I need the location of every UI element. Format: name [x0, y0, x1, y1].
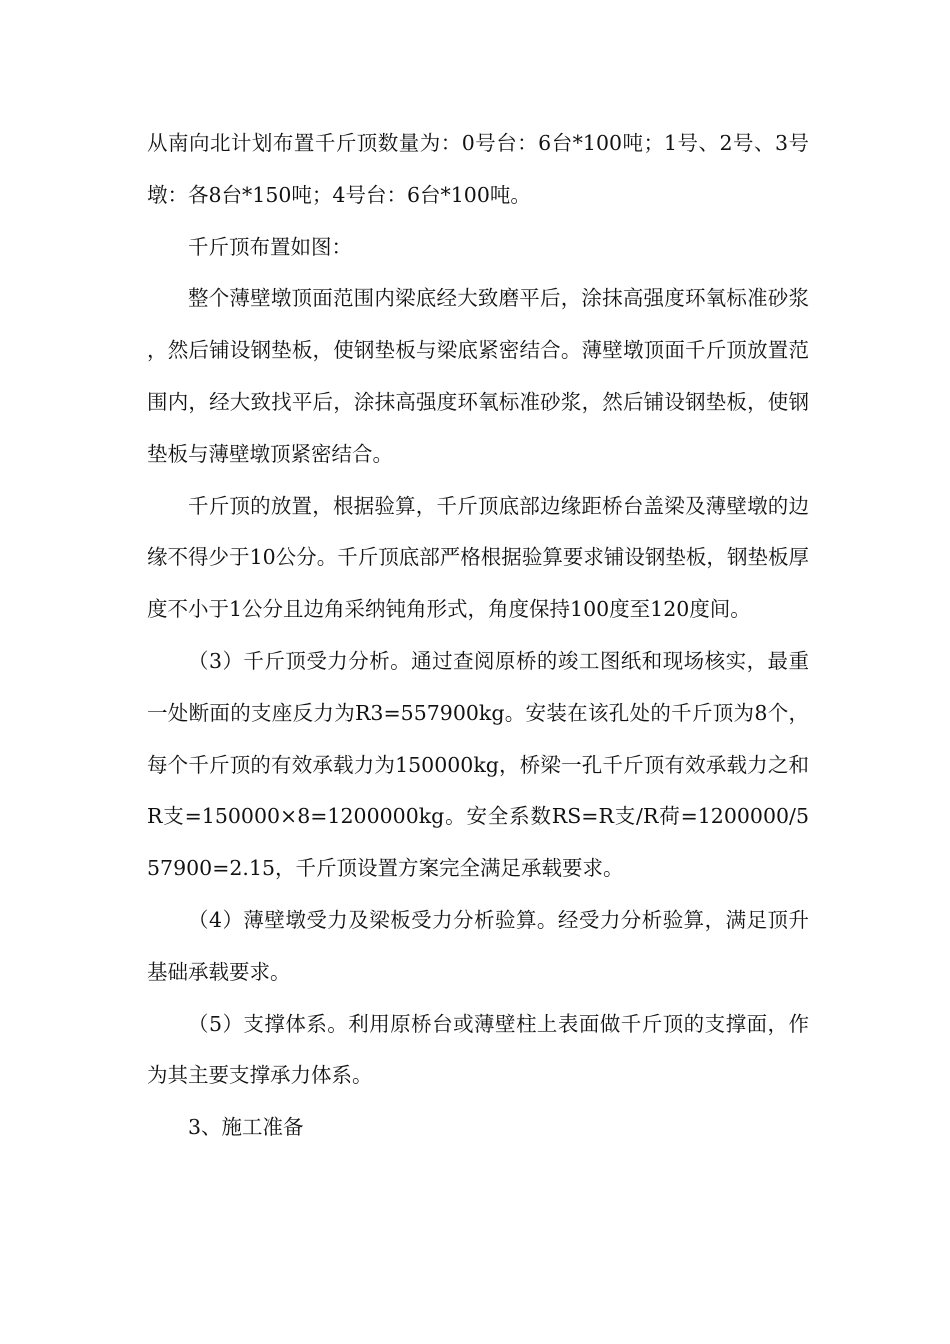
- paragraph-steel-pad-installation: 整个薄壁墩顶面范围内梁底经大致磨平后，涂抹高强度环氧标准砂浆，然后铺设钢垫板，使钢垫板与梁底紧密结合。薄壁墩顶面千斤顶放置范围内，经大致找平后，涂抹高强度环氧标准砂浆，然后铺设钢垫板，使钢垫板与薄壁墩顶紧密结合。: [147, 286, 809, 466]
- paragraph-jack-placement: 千斤顶的放置，根据验算，千斤顶底部边缘距桥台盖梁及薄壁墩的边缘不得少于10公分。千斤顶底部严格根据验算要求铺设钢垫板，钢垫板厚度不小于1公分且边角采纳钝角形式，角度保持100度至120度间。: [147, 493, 809, 622]
- paragraph-support-system: （5）支撑体系。利用原桥台或薄壁柱上表面做千斤顶的支撑面，作为其主要支撑承力体系。: [147, 1011, 809, 1088]
- paragraph-pier-force-analysis: （4）薄壁墩受力及梁板受力分析验算。经受力分析验算，满足顶升基础承载要求。: [147, 907, 809, 984]
- paragraph-jack-layout-caption: 千斤顶布置如图：: [188, 234, 352, 259]
- section-heading-construction-prep: 3、施工准备: [188, 1115, 304, 1140]
- paragraph-jack-quantities: 从南向北计划布置千斤顶数量为：0号台：6台*100吨；1号、2号、3号墩：各8台*150吨；4号台：6台*100吨。: [147, 131, 809, 207]
- paragraph-jack-force-analysis: （3）千斤顶受力分析。通过查阅原桥的竣工图纸和现场核实，最重一处断面的支座反力为R3=557900kg。安装在该孔处的千斤顶为8个，每个千斤顶的有效承载力为150000kg，桥梁一孔千斤顶有效承载力之和R支=150000×8=1200000kg。安全系数RS=R支/R荷=1200000/557900=2.15，千斤顶设置方案完全满足承载要求。: [147, 648, 809, 881]
- body-text: [147, 118, 809, 1154]
